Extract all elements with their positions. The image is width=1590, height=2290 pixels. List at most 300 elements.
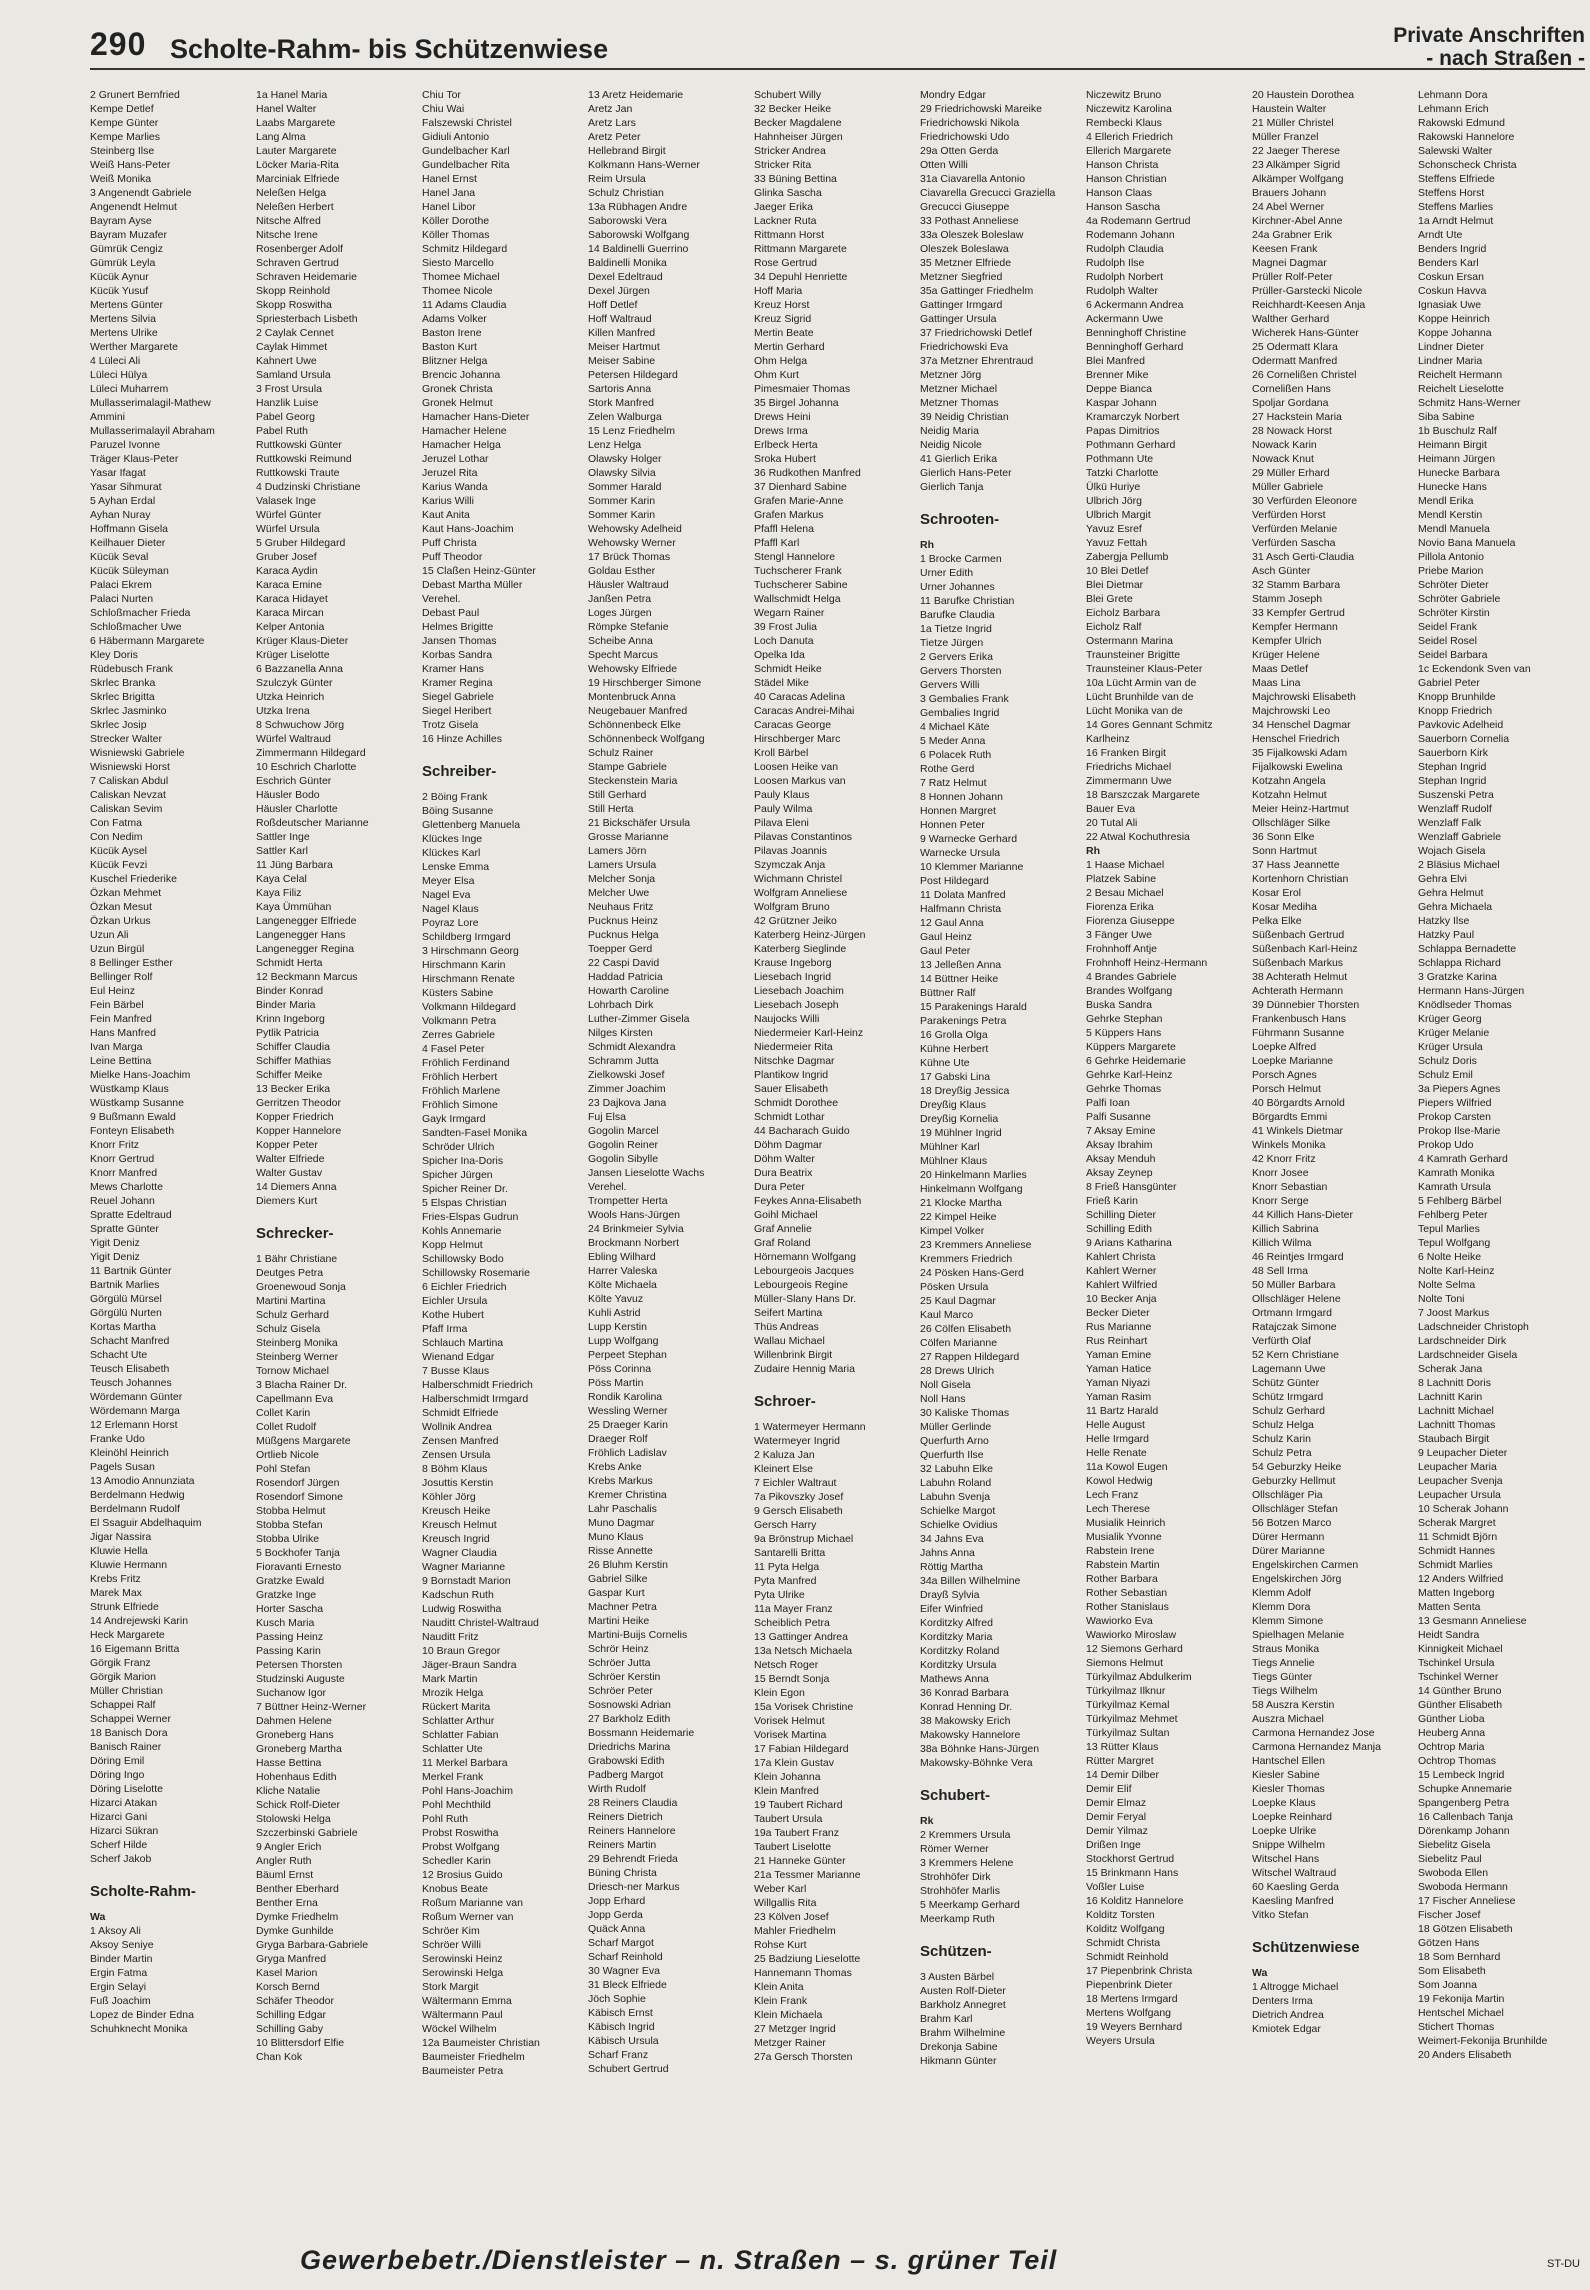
resident-entry: Lenz Helga [588,439,642,451]
resident-entry: Rodemann Johann [1086,229,1175,241]
resident-entry: Rakowski Hannelore [1418,131,1515,143]
resident-entry: Knopp Friedrich [1418,705,1493,717]
resident-entry: Gaul Heinz [920,931,972,943]
resident-entry: Zimmermann Hildegard [256,747,366,759]
resident-entry: Ruttkowski Traute [256,467,340,479]
resident-entry: Blei Grete [1086,593,1133,605]
resident-entry: Knorr Gertrud [90,1153,155,1165]
resident-entry: Fonteyn Elisabeth [90,1125,175,1137]
resident-entry: Hermann Hans-Jürgen [1418,985,1525,997]
resident-entry: 13 Gesmann Anneliese [1418,1615,1527,1627]
street-heading: Schützen- [920,1943,992,1960]
resident-entry: 2 Gervers Erika [920,651,993,663]
resident-entry: Stampe Gabriele [588,761,667,773]
resident-entry: Verfürden Sascha [1252,537,1336,549]
resident-entry: Drews Irma [754,425,808,437]
resident-entry: 11 Pyta Helga [754,1561,820,1573]
resident-entry: 27 Hackstein Maria [1252,411,1342,423]
resident-entry: Pfaffl Helena [754,523,814,535]
resident-entry: Ruttkowski Reimund [256,453,352,465]
resident-entry: 14 Günther Bruno [1418,1685,1502,1697]
resident-entry: Pösken Ursula [920,1281,989,1293]
resident-entry: Klein Johanna [754,1771,821,1783]
resident-entry: Pauly Wilma [754,803,813,815]
resident-entry: Som Elisabeth [1418,1965,1486,1977]
resident-entry: Türkyilmaz Ilknur [1086,1685,1166,1697]
resident-entry: 44 Killich Hans-Dieter [1252,1209,1353,1221]
resident-entry: Rondik Karolina [588,1391,663,1403]
section-title-line1: Private Anschriften [1393,24,1585,47]
resident-entry: Friedrichowski Udo [920,131,1010,143]
resident-entry: 32 Labuhn Elke [920,1463,993,1475]
resident-entry: Debast Paul [422,607,480,619]
resident-entry: Skrlec Jasminko [90,705,167,717]
resident-entry: Krüger Melanie [1418,1027,1490,1039]
resident-entry: 30 Kaliske Thomas [920,1407,1010,1419]
street-heading: Scholte-Rahm- [90,1883,196,1900]
resident-entry: Olawsky Holger [588,453,662,465]
resident-entry: Frankenbusch Hans [1252,1013,1346,1025]
resident-entry: Stork Manfred [588,397,654,409]
resident-entry: Loepke Reinhard [1252,1811,1332,1823]
resident-entry: Benninghoff Gerhard [1086,341,1184,353]
resident-entry: Hantschel Ellen [1252,1755,1325,1767]
resident-entry: Metzner Michael [920,383,998,395]
resident-entry: Stricker Rita [754,159,812,171]
resident-entry: 24 Brinkmeier Sylvia [588,1223,684,1235]
resident-entry: Özkan Mehmet [90,887,162,899]
resident-entry: Falszewski Christel [422,117,512,129]
resident-entry: Träger Klaus-Peter [90,453,179,465]
resident-entry: Rothe Gerd [920,763,975,775]
resident-entry: Baldinelli Monika [588,257,667,269]
resident-entry: Grabowski Edith [588,1755,665,1767]
resident-entry: Draeger Rolf [588,1433,648,1445]
resident-entry: Goldau Esther [588,565,656,577]
resident-entry: Niedermeier Karl-Heinz [754,1027,864,1039]
resident-entry: Dreyßig Klaus [920,1099,986,1111]
resident-entry: 3 Hirschmann Georg [422,945,519,957]
resident-entry: Lehmann Erich [1418,103,1489,115]
resident-entry: Dreyßig Kornelia [920,1113,999,1125]
resident-entry: Döring Ingo [90,1769,145,1781]
resident-entry: Deutges Petra [256,1267,324,1279]
resident-entry: Still Gerhard [588,789,647,801]
resident-entry: Chiu Tor [422,89,461,101]
resident-entry: 27a Gersch Thorsten [754,2051,853,2063]
resident-entry: 6 Polacek Ruth [920,749,992,761]
resident-entry: Opelka Ida [754,649,805,661]
resident-entry: Porsch Agnes [1252,1069,1317,1081]
resident-entry: Bartnik Marlies [90,1279,160,1291]
resident-entry: Kopper Friedrich [256,1111,334,1123]
resident-entry: 9 Leupacher Dieter [1418,1447,1508,1459]
resident-entry: Blitzner Helga [422,355,488,367]
resident-entry: Rückert Marita [422,1701,491,1713]
resident-entry: Jopp Erhard [588,1895,646,1907]
resident-entry: Schröer Willi [422,1939,481,1951]
district-code: Wa [1252,1967,1268,1979]
resident-entry: Nitschke Dagmar [754,1055,835,1067]
resident-entry: Köller Thomas [422,229,490,241]
resident-entry: Wenzlaff Gabriele [1418,831,1502,843]
resident-entry: Dürer Marianne [1252,1545,1325,1557]
resident-entry: Vitko Stefan [1252,1909,1309,1921]
resident-entry: Lücht Monika van de [1086,705,1183,717]
resident-entry: Mertens Silvia [90,313,156,325]
resident-entry: Pilavas Constantinos [754,831,853,843]
resident-entry: Seidel Rosel [1418,635,1477,647]
resident-entry: Gerritzen Theodor [256,1097,342,1109]
resident-entry: Puff Christa [422,537,477,549]
resident-entry: 11 Bartnik Günter [90,1265,172,1277]
resident-entry: Szulczyk Günter [256,677,333,689]
resident-entry: 7 Joost Markus [1418,1307,1490,1319]
resident-entry: Krüger Helene [1252,649,1320,661]
resident-entry: Gehra Helmut [1418,887,1484,899]
resident-entry: Goihl Michael [754,1209,818,1221]
resident-entry: Rittmann Horst [754,229,825,241]
resident-entry: Lücht Brunhilde van de [1086,691,1194,703]
resident-entry: Stockhorst Gertrud [1086,1853,1175,1865]
resident-entry: Wolfgram Bruno [754,901,830,913]
resident-entry: Honnen Margret [920,805,996,817]
resident-entry: Kücük Süleyman [90,565,169,577]
resident-entry: Schrör Heinz [588,1643,649,1655]
resident-entry: Spicher Ina-Doris [422,1155,504,1167]
resident-entry: Friedrichowski Nikola [920,117,1020,129]
resident-entry: Aretz Lars [588,117,636,129]
resident-entry: Walter Elfriede [256,1153,325,1165]
resident-entry: Häusler Waltraud [588,579,669,591]
resident-entry: Krüger Ursula [1418,1041,1483,1053]
resident-entry: Tiegs Annelie [1252,1657,1315,1669]
resident-entry: Klein Frank [754,1995,808,2007]
resident-entry: Lupp Kerstin [588,1321,647,1333]
resident-entry: Steinberg Ilse [90,145,155,157]
resident-entry: 25 Odermatt Klara [1252,341,1338,353]
resident-entry: 2 Bläsius Michael [1418,859,1500,871]
resident-entry: Schramm Jutta [588,1055,659,1067]
resident-entry: Döring Liselotte [90,1783,163,1795]
resident-entry: Kroll Bärbel [754,747,809,759]
resident-entry: 24a Grabner Erik [1252,229,1332,241]
resident-entry: Kleinöhl Heinrich [90,1447,169,1459]
resident-entry: Thomee Michael [422,271,500,283]
resident-entry: Pucknus Heinz [588,915,659,927]
resident-entry: Mrozik Helga [422,1687,484,1699]
resident-entry: Chan Kok [256,2051,303,2063]
resident-entry: Fröhlich Ferdinand [422,1057,510,1069]
resident-entry: Karaca Hidayet [256,593,328,605]
resident-entry: Metzner Thomas [920,397,999,409]
resident-entry: Wältermann Emma [422,1995,512,2007]
resident-entry: Siemons Helmut [1086,1657,1164,1669]
resident-entry: Aretz Jan [588,103,633,115]
resident-entry: 20 Haustein Dorothea [1252,89,1355,101]
resident-entry: Metzner Jörg [920,369,982,381]
resident-entry: Mullasserimalagil-Mathew [90,397,211,409]
resident-entry: Skrlec Josip [90,719,147,731]
resident-entry: Hatzky Paul [1418,929,1475,941]
resident-entry: Saborowski Vera [588,215,667,227]
resident-entry: Collet Rudolf [256,1421,317,1433]
resident-entry: Schraven Gertrud [256,257,339,269]
resident-entry: 4 Dudzinski Christiane [256,481,361,493]
resident-entry: Heuberg Anna [1418,1727,1486,1739]
resident-entry: Pauly Klaus [754,789,810,801]
resident-entry: Poyraz Lore [422,917,479,929]
resident-entry: 9a Brönstrup Michael [754,1533,854,1545]
resident-entry: Melcher Sonja [588,873,656,885]
resident-entry: Fijalkowski Ewelina [1252,761,1343,773]
resident-entry: Samland Ursula [256,369,331,381]
resident-entry: Schmidt Alexandra [588,1041,676,1053]
resident-entry: Horter Sascha [256,1603,324,1615]
resident-entry: Gryga Barbara-Gabriele [256,1939,369,1951]
resident-entry: 11 Bartz Harald [1086,1405,1159,1417]
resident-entry: Matten Ingeborg [1418,1587,1495,1599]
resident-entry: Kramarczyk Norbert [1086,411,1180,423]
resident-entry: Baumeister Friedhelm [422,2051,525,2063]
resident-entry: Yaman Niyazi [1086,1377,1150,1389]
resident-entry: Nitsche Alfred [256,215,321,227]
directory-column [422,88,582,2238]
resident-entry: Hellebrand Birgit [588,145,666,157]
resident-entry: Binder Martin [90,1953,153,1965]
resident-entry: Müller Gabriele [1252,481,1324,493]
resident-entry: Gembalies Ingrid [920,707,1000,719]
resident-entry: 13 Aretz Heidemarie [588,89,684,101]
resident-entry: Witschel Hans [1252,1853,1320,1865]
resident-entry: Aksay Zeynep [1086,1167,1153,1179]
resident-entry: 20 Anders Elisabeth [1418,2049,1512,2061]
resident-entry: 10 Scherak Johann [1418,1503,1509,1515]
resident-entry: Gümrük Leyla [90,257,156,269]
resident-entry: Gierlich Hans-Peter [920,467,1012,479]
resident-entry: Jöch Sophie [588,1993,646,2005]
resident-entry: Specht Marcus [588,649,659,661]
resident-entry: Maas Lina [1252,677,1301,689]
resident-entry: 13 Amodio Annunziata [90,1475,195,1487]
resident-entry: Engelskirchen Carmen [1252,1559,1359,1571]
resident-entry: Kotzahn Angela [1252,775,1326,787]
resident-entry: Gehra Elvi [1418,873,1468,885]
resident-entry: 30 Wagner Eva [588,1965,660,1977]
resident-entry: Kaut Hans-Joachim [422,523,514,535]
resident-entry: Stamm Joseph [1252,593,1323,605]
resident-entry: Schillowsky Rosemarie [422,1267,530,1279]
resident-entry: Werther Margarete [90,341,178,353]
resident-entry: Zelen Walburga [588,411,662,423]
resident-entry: 2 Kremmers Ursula [920,1829,1011,1841]
directory-column [1418,88,1578,2238]
resident-entry: Kreuz Sigrid [754,313,812,325]
resident-entry: 1 Watermeyer Hermann [754,1421,866,1433]
resident-entry: Hoff Maria [754,285,803,297]
resident-entry: Berdelmann Hedwig [90,1489,185,1501]
resident-entry: 9 Bußmann Ewald [90,1111,176,1123]
resident-entry: 18 Barszczak Margarete [1086,789,1200,801]
resident-entry: Pothmann Gerhard [1086,439,1176,451]
resident-entry: Neidig Maria [920,425,979,437]
resident-entry: Kücük Yusuf [90,285,149,297]
resident-entry: Ollschläger Helene [1252,1293,1341,1305]
directory-column [754,88,914,2238]
resident-entry: Tornow Michael [256,1365,329,1377]
resident-entry: Rus Reinhart [1086,1335,1148,1347]
resident-entry: Wools Hans-Jürgen [588,1209,681,1221]
resident-entry: Probst Wolfgang [422,1841,500,1853]
resident-entry: Thomee Nicole [422,285,493,297]
resident-entry: Rother Stanislaus [1086,1601,1169,1613]
resident-entry: Mondry Edgar [920,89,986,101]
resident-entry: Wawiorko Eva [1086,1615,1153,1627]
resident-entry: Hannemann Thomas [754,1967,852,1979]
resident-entry: 2 Kaluza Jan [754,1449,815,1461]
resident-entry: 17 Brück Thomas [588,551,671,563]
resident-entry: Marek Max [90,1587,142,1599]
resident-entry: Zielkowski Josef [588,1069,665,1081]
resident-entry: Katerberg Heinz-Jürgen [754,929,866,941]
resident-entry: Nowack Karin [1252,439,1317,451]
resident-entry: Siba Sabine [1418,411,1475,423]
resident-entry: Barufke Claudia [920,609,995,621]
resident-entry: Denters Irma [1252,1995,1313,2007]
resident-entry: Gryga Manfred [256,1953,327,1965]
resident-entry: Jahns Anna [920,1547,975,1559]
resident-entry: 9 Angler Erich [256,1841,322,1853]
resident-entry: 9 Warnecke Gerhard [920,833,1018,845]
resident-entry: Konrad Henning Dr. [920,1701,1013,1713]
resident-entry: Sommer Karin [588,509,656,521]
resident-entry: Scheiblich Petra [754,1617,830,1629]
resident-entry: Halberschmidt Friedrich [422,1379,533,1391]
resident-entry: 25 Draeger Karin [588,1419,668,1431]
resident-entry: Gersch Harry [754,1519,817,1531]
resident-entry: Perpeet Stephan [588,1349,667,1361]
resident-entry: 32 Stamm Barbara [1252,579,1341,591]
resident-entry: Hirschmann Karin [422,959,506,971]
resident-entry: Niczewitz Bruno [1086,89,1162,101]
resident-entry: 7a Pikovszky Josef [754,1491,844,1503]
resident-entry: Sonn Hartmut [1252,845,1317,857]
resident-entry: Roßum Werner van [422,1911,514,1923]
resident-entry: Demir Feryal [1086,1811,1147,1823]
resident-entry: Schiffer Mathias [256,1055,332,1067]
resident-entry: Con Nedim [90,831,143,843]
resident-entry: 15 Berndt Sonja [754,1673,830,1685]
resident-entry: Helle August [1086,1419,1145,1431]
resident-entry: Stephan Ingrid [1418,761,1487,773]
resident-entry: Kremer Christina [588,1489,667,1501]
resident-entry: Dürer Hermann [1252,1531,1325,1543]
resident-entry: Kahlert Werner [1086,1265,1157,1277]
resident-entry: 33 Büning Bettina [754,173,837,185]
resident-entry: Loepke Ulrike [1252,1825,1317,1837]
resident-entry: Matten Senta [1418,1601,1481,1613]
resident-entry: Eschrich Günter [256,775,332,787]
resident-entry: Papas Dimitrios [1086,425,1160,437]
resident-entry: Hamacher Helene [422,425,507,437]
resident-entry: Wallschmidt Helga [754,593,841,605]
resident-entry: Zensen Ursula [422,1449,491,1461]
resident-entry: Rosenberger Adolf [256,243,343,255]
resident-entry: Halberschmidt Irmgard [422,1393,529,1405]
resident-entry: Lardschneider Gisela [1418,1349,1518,1361]
resident-entry: Eichler Ursula [422,1295,488,1307]
resident-entry: Rittmann Margarete [754,243,847,255]
resident-entry: Kreusch Helmut [422,1519,497,1531]
resident-entry: Jansen Lieselotte Wachs [588,1167,705,1179]
resident-entry: 37 Hass Jeannette [1252,859,1340,871]
resident-entry: Kliche Natalie [256,1785,321,1797]
resident-entry: Wagner Claudia [422,1547,497,1559]
resident-entry: Tietze Jürgen [920,637,984,649]
resident-entry: 5 Elspas Christian [422,1197,507,1209]
resident-entry: Döring Emil [90,1755,145,1767]
resident-entry: Santarelli Britta [754,1547,826,1559]
resident-entry: Görgülü Nurten [90,1307,162,1319]
resident-entry: Korbas Sandra [422,649,493,661]
resident-entry: 31a Ciavarella Antonio [920,173,1026,185]
resident-entry: Sattler Karl [256,845,308,857]
resident-entry: Staubach Birgit [1418,1433,1490,1445]
resident-entry: Mahler Friedhelm [754,1925,836,1937]
resident-entry: Kopper Peter [256,1139,318,1151]
resident-entry: Kücük Aynur [90,271,149,283]
resident-entry: Zimmermann Uwe [1086,775,1172,787]
resident-entry: Hanson Claas [1086,187,1152,199]
resident-entry: Ortmann Irmgard [1252,1307,1332,1319]
resident-entry: Verfürden Horst [1252,509,1326,521]
resident-entry: Schönnenbeck Wolfgang [588,733,705,745]
resident-entry: 12a Baumeister Christian [422,2037,540,2049]
directory-column [256,88,416,2238]
resident-entry: Dexel Edeltraud [588,271,663,283]
resident-entry: Schütz Günter [1252,1377,1320,1389]
resident-entry: Schuhknecht Monika [90,2023,188,2035]
resident-entry: Wehowsky Werner [588,537,676,549]
resident-entry: Kücük Aysel [90,845,148,857]
resident-entry: Görgik Marion [90,1671,156,1683]
resident-entry: 31 Asch Gerti-Claudia [1252,551,1355,563]
resident-entry: Voßler Luise [1086,1881,1145,1893]
resident-entry: Lauter Margarete [256,145,337,157]
resident-entry: Gronek Christa [422,383,493,395]
resident-entry: Fröhlich Herbert [422,1071,498,1083]
resident-entry: Gogolin Marcel [588,1125,659,1137]
resident-entry: 9 Gersch Elisabeth [754,1505,843,1517]
resident-entry: Ergin Fatma [90,1967,148,1979]
resident-entry: Hunecke Barbara [1418,467,1500,479]
resident-entry: Mark Martin [422,1673,478,1685]
resident-entry: 10a Lücht Armin van de [1086,677,1197,689]
resident-entry: Priebe Marion [1418,565,1484,577]
resident-entry: 21 Hanneke Günter [754,1855,846,1867]
resident-entry: Brenner Mike [1086,369,1149,381]
resident-entry: Katerberg Sieglinde [754,943,847,955]
resident-entry: Kimpel Volker [920,1225,985,1237]
resident-entry: Honnen Peter [920,819,985,831]
resident-entry: Seifert Martina [754,1307,823,1319]
resident-entry: Schröter Gabriele [1418,593,1501,605]
resident-entry: Steckenstein Maria [588,775,678,787]
resident-entry: Schmidt Dorothee [754,1097,839,1109]
resident-entry: Mertens Günter [90,299,163,311]
resident-entry: 3 Gratzke Karina [1418,971,1497,983]
resident-entry: Killich Sabrina [1252,1223,1319,1235]
